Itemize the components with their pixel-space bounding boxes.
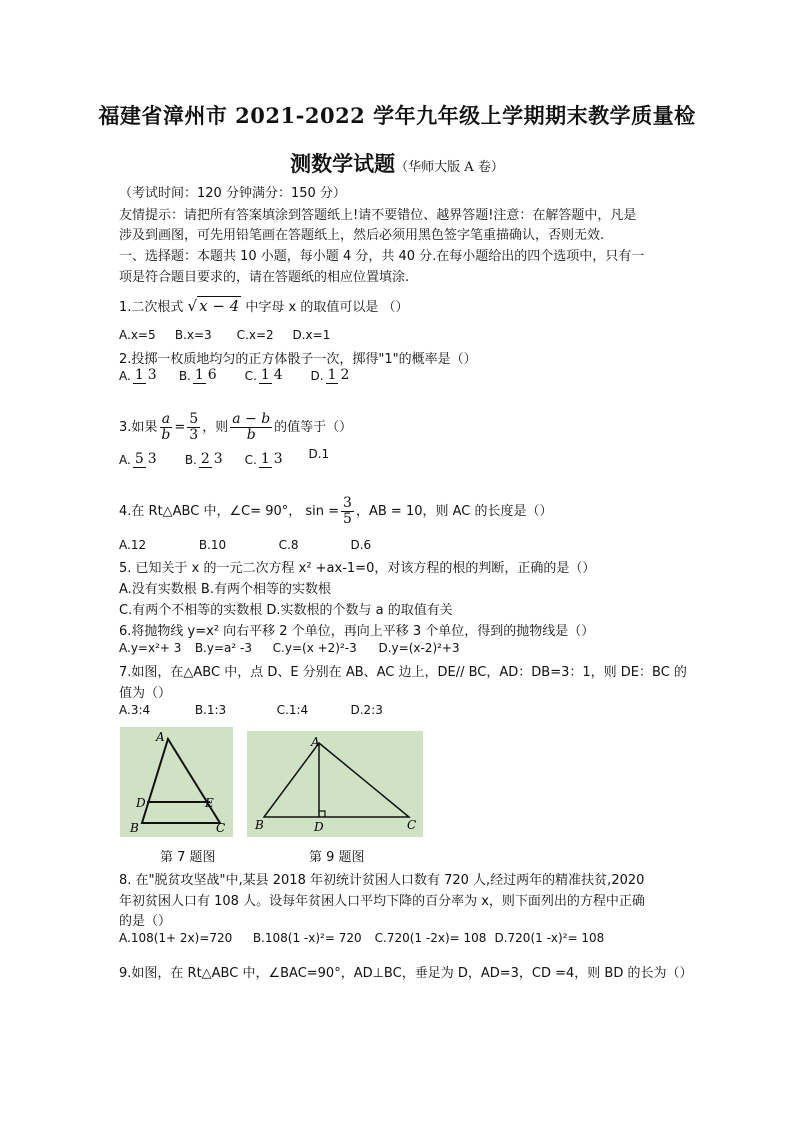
q3-options xyxy=(119,446,330,468)
question-4: 4.在 Rt△ABC 中，∠C= 90°， sin = $\frac{3}{5}$ ，AB = 10，则 AC 的长度是（） xyxy=(119,495,553,527)
exam-edition: （华师大版 A 卷） xyxy=(395,160,504,175)
q2-option-b: B. 1 6 xyxy=(178,367,217,383)
q7-option-b: B.1:3 xyxy=(194,703,227,717)
question-5: 5. 已知关于 x 的一元二次方程 x² +ax-1=0，对该方程的根的判断，正确的是（） xyxy=(119,561,596,576)
q8-option-a: A.108(1+ 2x)=720 xyxy=(119,931,233,945)
q1-option-b: B.x=3 xyxy=(174,328,212,342)
q3-option-b: B. 2 3 xyxy=(184,451,223,467)
q2-option-c: C. 1 4 xyxy=(244,367,283,383)
question-7-line2: 值为（） xyxy=(119,686,172,701)
exam-title-main: 测数学试题 xyxy=(290,151,396,176)
q1-option-a: A.x=5 xyxy=(119,328,156,342)
q6-option-c: C.y=(x +2)²-3 xyxy=(272,641,357,655)
sqrt-expression: √ x − 4 xyxy=(187,297,240,315)
q3-option-d: D.1 xyxy=(308,446,330,461)
q8-option-c: C.720(1 -2x)= 108 xyxy=(374,931,487,945)
fig9-label-d: D xyxy=(314,820,324,834)
q2-options xyxy=(119,368,353,384)
question-3: 3.如果 $\frac{a}{b}$ = $\frac{5}{3}$ ，则 $\frac{a - b}{b}$ 的值等于（） xyxy=(119,411,353,443)
fig7-label-e: E xyxy=(205,796,214,810)
q2-option-d: D. 1 2 xyxy=(310,367,350,383)
fig7-label-d: D xyxy=(136,796,146,810)
q6-option-d: D.y=(x-2)²+3 xyxy=(378,641,460,655)
q3-option-a: A. 5 3 xyxy=(119,451,157,467)
question-2: 2.投掷一枚质地均匀的正方体骰子一次，掷得"1"的概率是（） xyxy=(119,352,477,367)
q5-options-line1: A.没有实数根 B.有两个相等的实数根 xyxy=(119,582,331,597)
q6-options xyxy=(119,641,460,655)
fig7-label-c: C xyxy=(216,821,226,835)
q7-options xyxy=(119,703,383,717)
exam-title-line1: 福建省漳州市 2021-2022 学年九年级上学期期末教学质量检 xyxy=(98,103,696,128)
fig9-label-c: C xyxy=(407,818,417,832)
q3-option-c: C. 1 3 xyxy=(244,451,283,467)
q6-option-a: A.y=x²+ 3 xyxy=(119,641,182,655)
question-8-line2: 年初贫困人口有 108 人。设每年贫困人口平均下降的百分率为 x，则下面列出的方程中正确 xyxy=(119,894,645,909)
figure-7-diagram xyxy=(120,727,233,837)
tip-line1: 友情提示：请把所有答案填涂到答题纸上!请不要错位、越界答题!注意：在解答题中，凡是 xyxy=(119,208,637,223)
question-8-line3: 的是（） xyxy=(119,914,172,929)
fig7-label-a: A xyxy=(156,730,165,744)
q5-options-line2: C.有两个不相等的实数根 D.实数根的个数与 a 的取值有关 xyxy=(119,603,453,618)
question-7-line1: 7.如图，在△ABC 中，点 D、E 分别在 AB、AC 边上，DE// BC，AD：DB=3：1，则 DE：BC 的 xyxy=(119,665,687,680)
question-8-line1: 8. 在"脱贫攻坚战"中,某县 2018 年初统计贫困人口数有 720 人,经过两年的精准扶贫,2020 xyxy=(119,873,645,888)
figure-9 xyxy=(247,731,423,837)
question-1: 1.二次根式 √ x − 4 中字母 x 的取值可以是 （） xyxy=(119,297,409,315)
q4-option-a: A.12 xyxy=(119,538,147,552)
q4-option-b: B.10 xyxy=(198,538,227,552)
q8-option-d: D.720(1 -x)²= 108 xyxy=(494,931,605,945)
question-9: 9.如图，在 Rt△ABC 中，∠BAC=90°，AD⊥BC，垂足为 D，AD=3，CD =4，则 BD 的长为（） xyxy=(119,966,693,981)
q8-option-b: B.108(1 -x)²= 720 xyxy=(252,931,362,945)
section-line2: 项是符合题目要求的，请在答题纸的相应位置填涂. xyxy=(119,270,410,285)
figure-9-caption: 第 9 题图 xyxy=(309,850,365,865)
q7-option-c: C.1:4 xyxy=(276,703,309,717)
q1-option-d: D.x=1 xyxy=(292,328,331,342)
fig9-label-b: B xyxy=(255,818,264,832)
fig9-label-a: A xyxy=(311,735,320,749)
fig7-label-b: B xyxy=(130,821,139,835)
q4-options xyxy=(119,538,371,552)
q7-option-a: A.3:4 xyxy=(119,703,151,717)
q6-option-b: B.y=a² -3 xyxy=(194,641,252,655)
exam-title-line2 xyxy=(0,148,794,178)
q1-option-c: C.x=2 xyxy=(236,328,274,342)
figure-7-caption: 第 7 题图 xyxy=(160,850,216,865)
q2-option-a: A. 1 3 xyxy=(119,367,157,383)
tip-line2: 涉及到画图，可先用铅笔画在答题纸上，然后必须用黑色签字笔重描确认，否则无效. xyxy=(119,228,605,243)
q1-options xyxy=(119,328,330,342)
q8-options xyxy=(119,931,604,945)
figure-9-diagram xyxy=(247,731,423,837)
section-line1: 一、选择题：本题共 10 小题，每小题 4 分，共 40 分.在每小题给出的四个选项中，只有一 xyxy=(119,249,645,264)
figure-7 xyxy=(120,727,233,837)
exam-info: （考试时间：120 分钟满分：150 分） xyxy=(119,186,346,201)
q4-option-c: C.8 xyxy=(278,538,299,552)
q4-option-d: D.6 xyxy=(350,538,372,552)
q7-option-d: D.2:3 xyxy=(350,703,383,717)
question-6: 6.将抛物线 y=x² 向右平移 2 个单位，再向上平移 3 个单位，得到的抛物线是（） xyxy=(119,624,595,639)
